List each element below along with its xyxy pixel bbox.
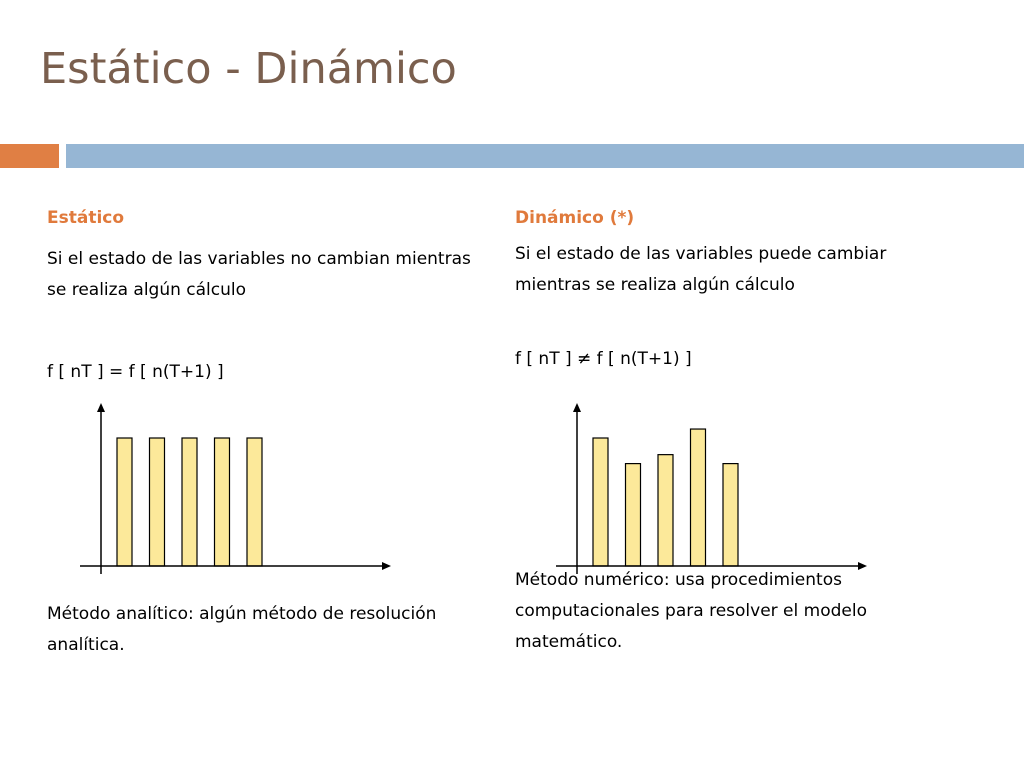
static-heading: Estático <box>47 208 125 228</box>
chart-bar <box>182 438 197 566</box>
y-axis-arrowhead <box>97 403 105 412</box>
chart-bar <box>723 464 738 566</box>
slide-title: Estático - Dinámico <box>40 44 457 94</box>
y-axis-arrowhead <box>573 403 581 412</box>
dynamic-method: Método numérico: usa procedimientos computacionales para resolver el modelo matemático. <box>515 570 867 652</box>
chart-bar <box>215 438 230 566</box>
static-method: Método analítico: algún método de resolución analítica. <box>47 604 437 655</box>
accent-bar-orange <box>0 144 59 168</box>
chart-bar <box>658 455 673 566</box>
static-description: Si el estado de las variables no cambian mientras se realiza algún cálculo <box>47 249 471 300</box>
dynamic-heading: Dinámico (*) <box>515 208 635 228</box>
static-bar-chart <box>80 398 400 583</box>
dynamic-bar-chart <box>556 398 876 583</box>
chart-bar <box>247 438 262 566</box>
dynamic-description: Si el estado de las variables puede cambiar mientras se realiza algún cálculo <box>515 244 887 295</box>
dynamic-formula: f [ nT ] ≠ f [ n(T+1) ] <box>515 349 692 369</box>
chart-bar <box>691 429 706 566</box>
x-axis-arrowhead <box>382 562 391 570</box>
chart-bar <box>117 438 132 566</box>
chart-bar <box>593 438 608 566</box>
chart-bar <box>150 438 165 566</box>
accent-bar-blue <box>66 144 1024 168</box>
chart-bar <box>626 464 641 566</box>
static-formula: f [ nT ] = f [ n(T+1) ] <box>47 362 224 382</box>
